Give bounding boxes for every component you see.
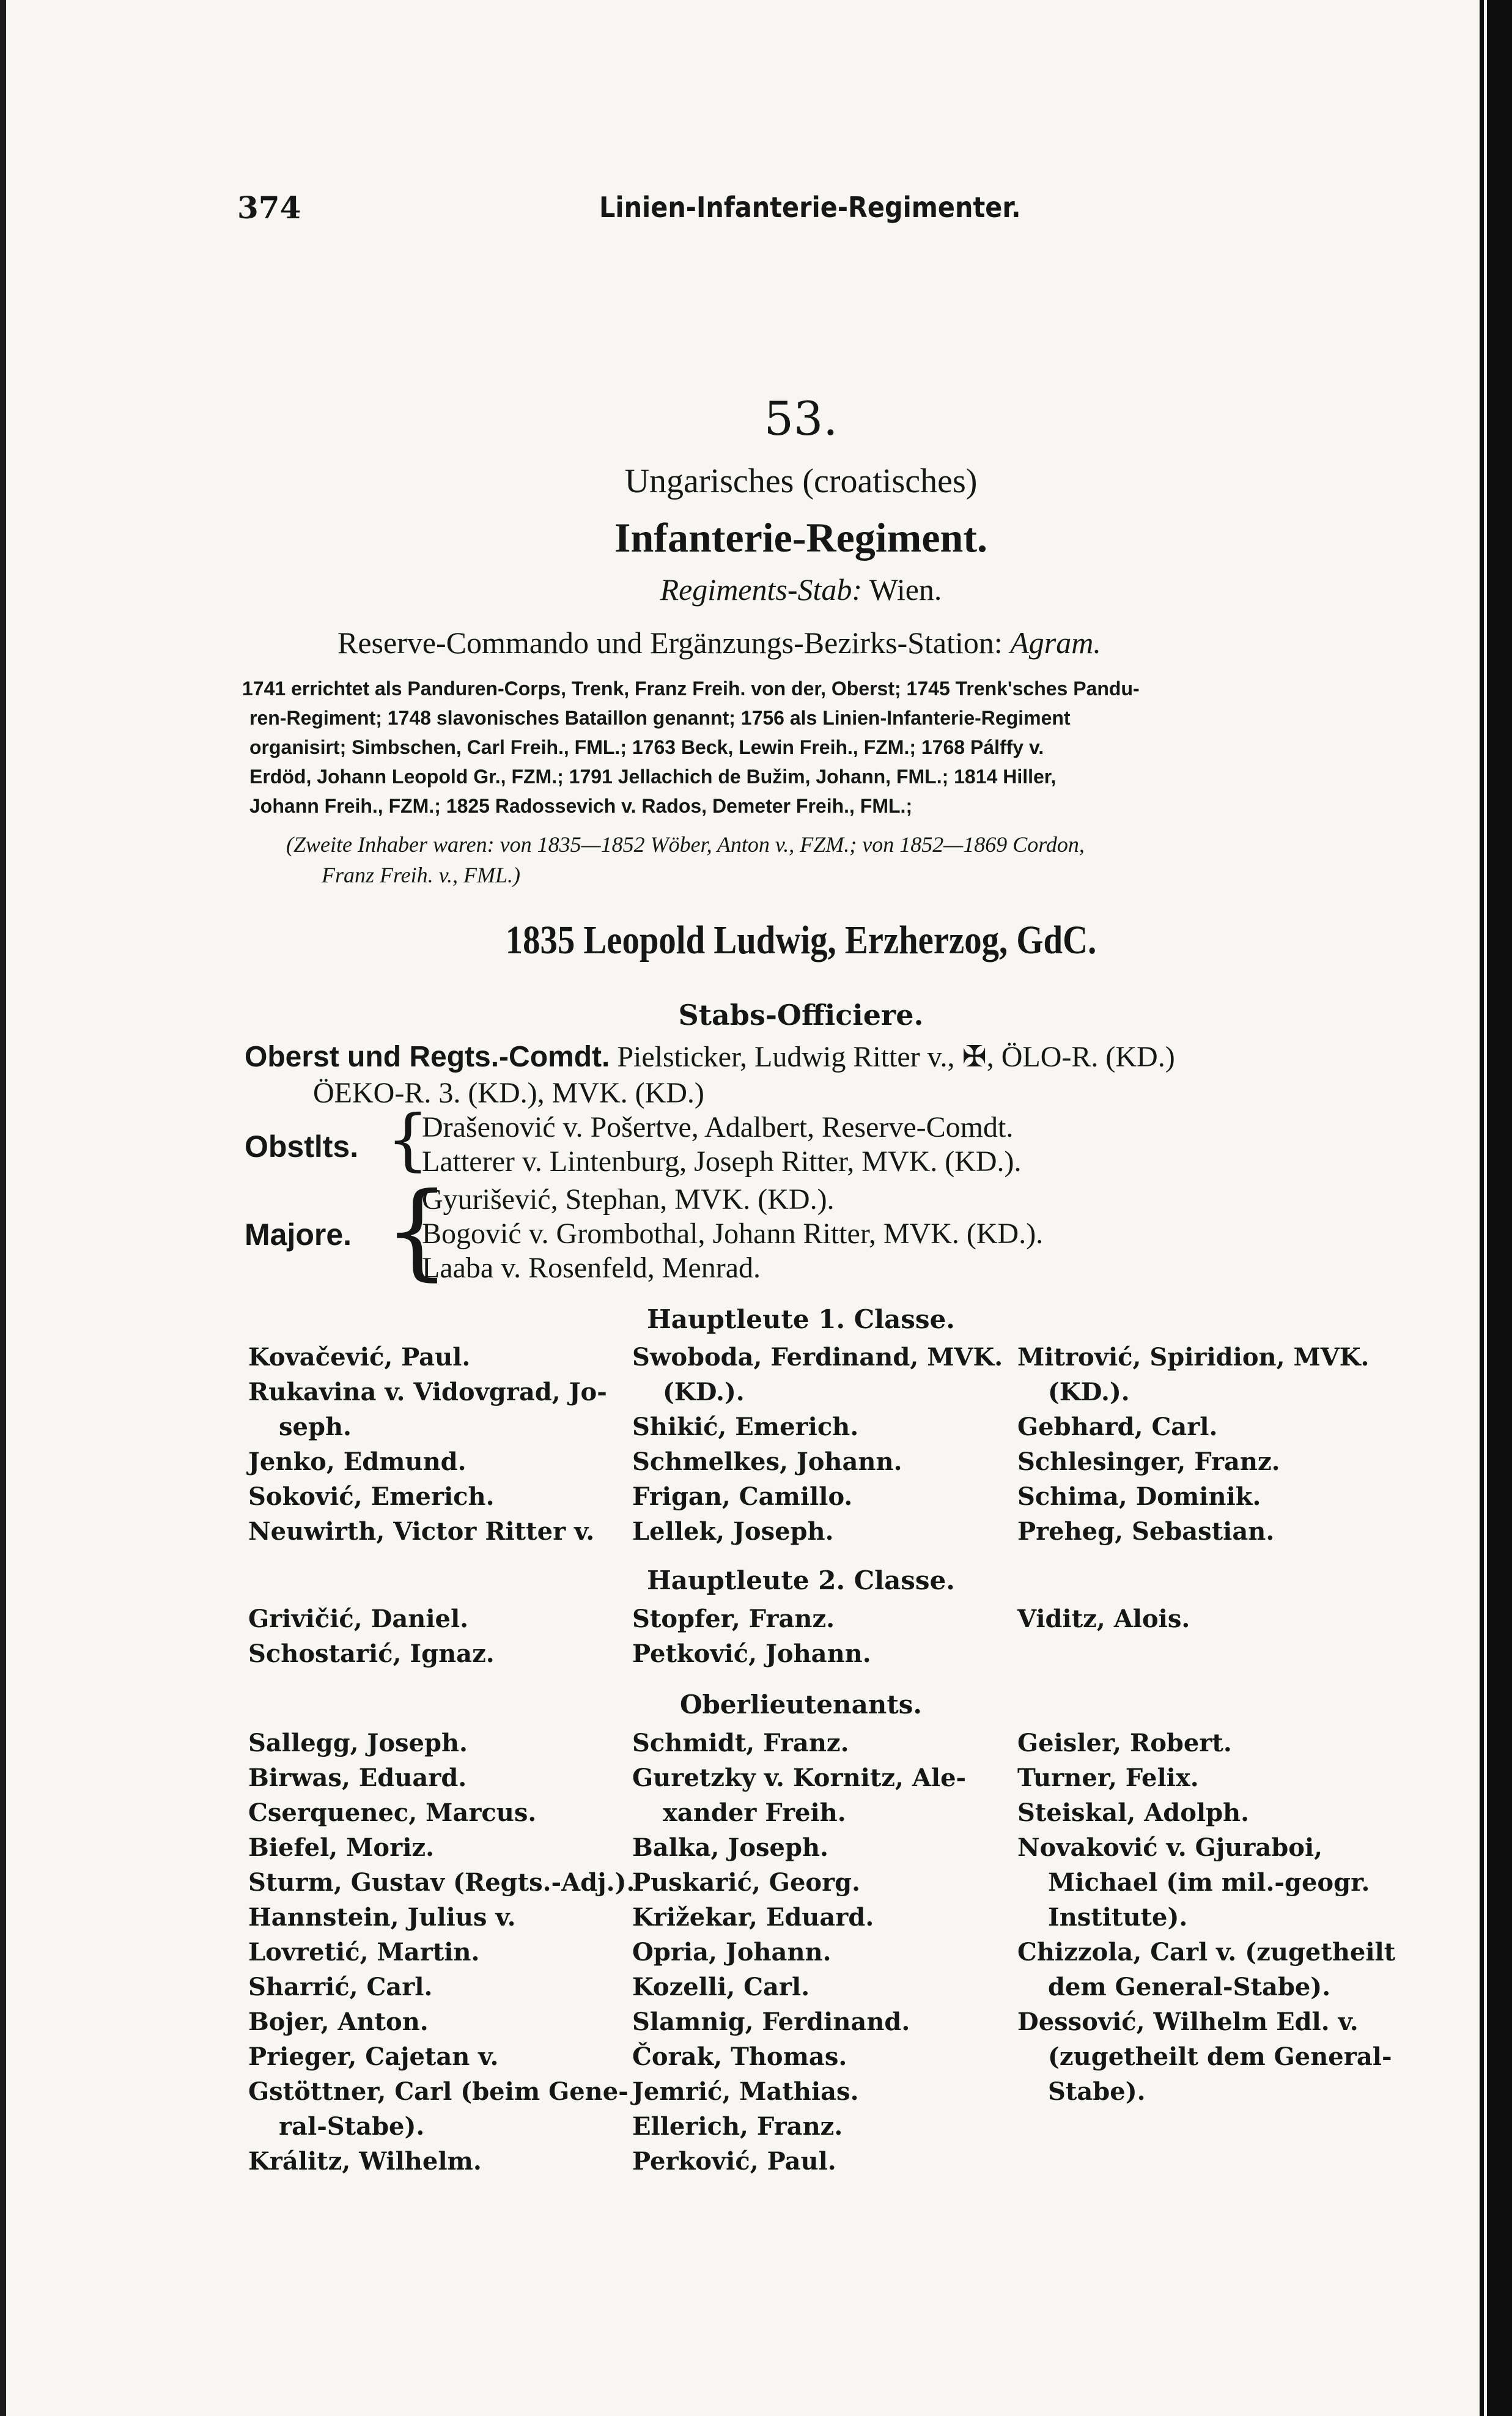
list-item: Kovačević, Paul. [248,1343,471,1372]
list-item: Jemrić, Mathias. [632,2077,859,2106]
majore-brace: { [384,1170,451,1291]
list-item: Turner, Felix. [1017,1764,1199,1792]
list-item: Prieger, Cajetan v. [248,2042,499,2071]
running-title: Linien-Infanterie-Regimenter. [599,191,1021,224]
reserve-label: Reserve-Commando und Ergänzungs-Bezirks-Station: [337,626,1003,660]
list-item: Bojer, Anton. [248,2008,429,2036]
list-item: Soković, Emerich. [248,1482,495,1511]
staff-location: Wien. [869,572,942,607]
obstlt-line: Drašenović v. Pošertve, Adalbert, Reserve-Comdt. [422,1111,1014,1143]
history-line: ren-Regiment; 1748 slavonisches Bataillon genannt; 1756 als Linien-Infanterie-Regiment [249,707,1071,729]
obstlts-brace: { [386,1100,429,1178]
scan-right-edge-line [1484,0,1487,2416]
list-item: (KD.). [663,1378,745,1406]
list-item: Schostarić, Ignaz. [248,1639,495,1668]
list-item: Lovretić, Martin. [248,1938,480,1967]
list-item: Frigan, Camillo. [632,1482,853,1511]
list-item: Mitrović, Spiridion, MVK. [1017,1343,1370,1372]
list-item: Králitz, Wilhelm. [248,2147,482,2176]
list-item: Lellek, Joseph. [632,1517,834,1546]
list-item: seph. [279,1413,352,1441]
owner-heading: 1835 Leopold Ludwig, Erzherzog, GdC. [505,918,1097,962]
list-item: Guretzky v. Kornitz, Ale- [632,1764,967,1792]
oberst-line-2: ÖEKO-R. 3. (KD.), MVK. (KD.) [313,1077,704,1109]
list-item: Slamnig, Ferdinand. [632,2008,910,2036]
list-item: Križekar, Eduard. [632,1903,874,1932]
majore-label: Majore. [245,1217,352,1252]
list-item: Shikić, Emerich. [632,1413,859,1441]
regiment-type: Infanterie-Regiment. [614,514,987,561]
list-item: Rukavina v. Vidovgrad, Jo- [248,1378,607,1406]
list-item: Neuwirth, Victor Ritter v. [248,1517,595,1546]
oberlieutenants-heading: Oberlieutenants. [679,1690,923,1720]
list-item: Birwas, Eduard. [248,1764,467,1792]
list-item: Stopfer, Franz. [632,1605,835,1633]
hauptleute-1-heading: Hauptleute 1. Classe. [647,1304,955,1334]
second-owners-line: Franz Freih. v., FML.) [322,863,520,887]
list-item: Schlesinger, Franz. [1017,1447,1280,1476]
oberst-text: Pielsticker, Ludwig Ritter v., ✠, ÖLO-R. (KD.) [617,1041,1175,1073]
list-item: Cserquenec, Marcus. [248,1798,537,1827]
reserve-line [337,625,1101,660]
list-item: Sturm, Gustav (Regts.-Adj.). [248,1868,635,1897]
list-item: Schmidt, Franz. [632,1729,849,1757]
staff-label: Regiments-Stab: [660,572,863,607]
list-item: Steiskal, Adolph. [1017,1798,1250,1827]
list-item: (KD.). [1048,1378,1130,1406]
history-line: Johann Freih., FZM.; 1825 Radossevich v. Rados, Demeter Freih., FML.; [249,795,913,817]
obstlt-line: Latterer v. Lintenburg, Joseph Ritter, MVK. (KD.). [422,1145,1022,1178]
list-item: Opria, Johann. [632,1938,832,1967]
list-item: Balka, Joseph. [632,1833,828,1862]
scan-left-edge [0,0,6,2416]
page-number: 374 [237,190,301,226]
staff-line [489,572,1113,607]
oberst-label: Oberst und Regts.-Comdt. [245,1041,610,1073]
list-item: Puskarić, Georg. [632,1868,861,1897]
history-line: 1741 errichtet als Panduren-Corps, Trenk, Franz Freih. von der, Oberst; 1745 Trenk'sches Pandu- [242,678,1140,700]
hauptleute-2-heading: Hauptleute 2. Classe. [647,1565,955,1595]
major-line: Gyurišević, Stephan, MVK. (KD.). [422,1183,835,1216]
list-item: xander Freih. [663,1798,846,1827]
list-item: Gstöttner, Carl (beim Gene- [248,2077,629,2106]
list-item: Perković, Paul. [632,2147,836,2176]
history-line: organisirt; Simbschen, Carl Freih., FML.; 1763 Beck, Lewin Freih., FZM.; 1768 Pálffy v. [249,736,1044,758]
list-item: Geisler, Robert. [1017,1729,1232,1757]
oberst-line [245,1040,1175,1074]
history-line: Erdöd, Johann Leopold Gr., FZM.; 1791 Jellachich de Bužim, Johann, FML.; 1814 Hiller, [249,766,1057,788]
regiment-nationality: Ungarisches (croatisches) [624,462,978,500]
list-item: Gebhard, Carl. [1017,1413,1218,1441]
list-item: Ellerich, Franz. [632,2112,843,2141]
list-item: Schima, Dominik. [1017,1482,1261,1511]
list-item: Hannstein, Julius v. [248,1903,516,1932]
list-item: Swoboda, Ferdinand, MVK. [632,1343,1003,1372]
list-item: Schmelkes, Johann. [632,1447,902,1476]
list-item: Institute). [1048,1903,1188,1932]
list-item: Dessović, Wilhelm Edl. v. [1017,2008,1359,2036]
list-item: ral-Stabe). [279,2112,425,2141]
list-item: Kozelli, Carl. [632,1973,810,2001]
list-item: Biefel, Moriz. [248,1833,435,1862]
list-item: Jenko, Edmund. [248,1447,467,1476]
list-item: Viditz, Alois. [1017,1605,1190,1633]
list-item: Sharrić, Carl. [248,1973,433,2001]
list-item: Michael (im mil.-geogr. [1048,1868,1370,1897]
list-item: Čorak, Thomas. [632,2042,847,2071]
list-item: Novaković v. Gjuraboi, [1017,1833,1323,1862]
obstlts-label: Obstlts. [245,1129,359,1164]
second-owners-line: (Zweite Inhaber waren: von 1835—1852 Wöber, Anton v., FZM.; von 1852—1869 Cordon, [286,832,1085,857]
list-item: Stabe). [1048,2077,1146,2106]
list-item: dem General-Stabe). [1048,1973,1331,2001]
major-line: Bogović v. Grombothal, Johann Ritter, MVK. (KD.). [422,1217,1044,1250]
list-item: (zugetheilt dem General- [1048,2042,1392,2071]
list-item: Petković, Johann. [632,1639,871,1668]
list-item: Preheg, Sebastian. [1017,1517,1275,1546]
staff-officers-heading: Stabs-Officiere. [678,999,924,1032]
list-item: Chizzola, Carl v. (zugetheilt [1017,1938,1396,1967]
major-line: Laaba v. Rosenfeld, Menrad. [422,1252,761,1284]
list-item: Grivičić, Daniel. [248,1605,469,1633]
regiment-number: 53. [764,391,838,446]
list-item: Sallegg, Joseph. [248,1729,468,1757]
reserve-location: Agram. [1010,626,1101,660]
